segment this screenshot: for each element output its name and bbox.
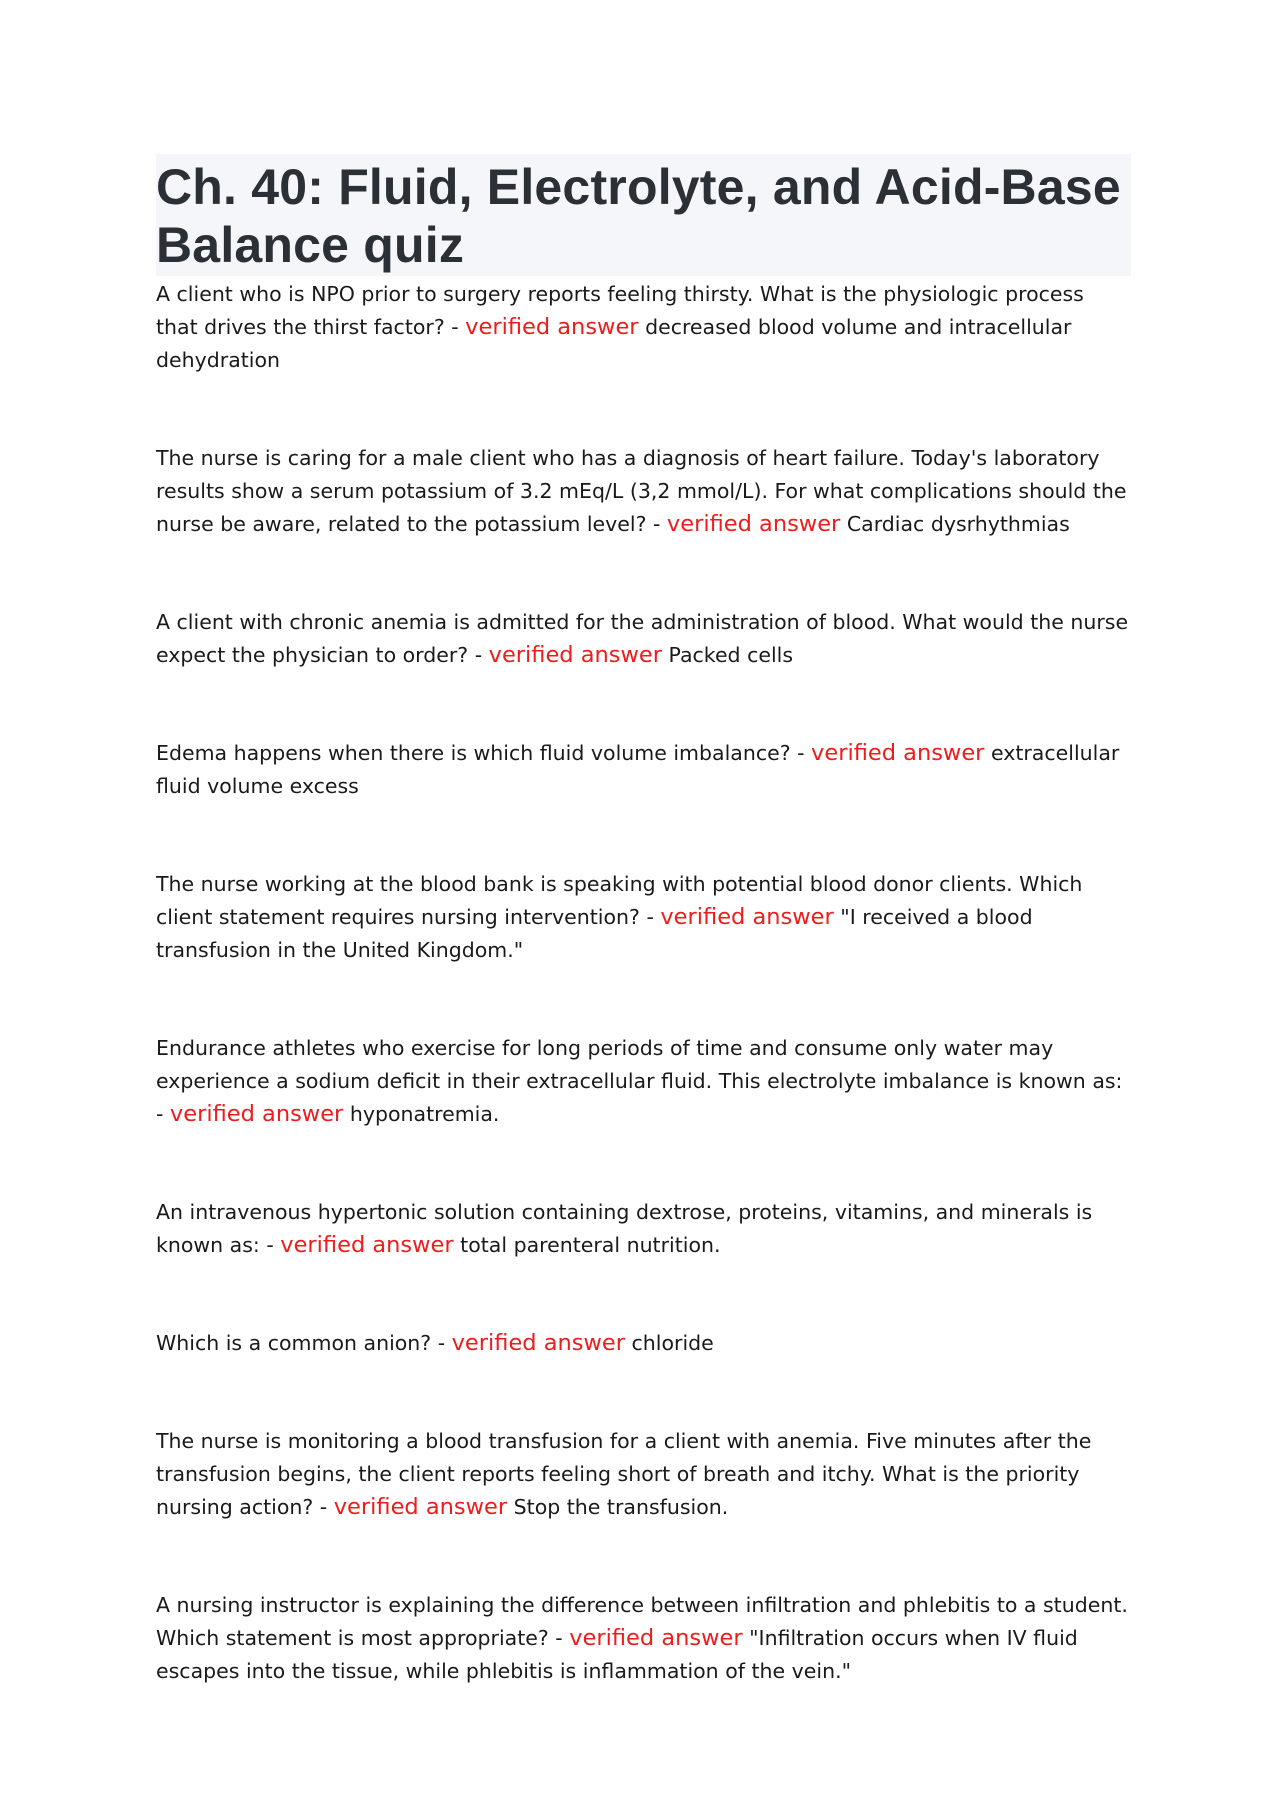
verified-answer-tag: verified answer bbox=[465, 314, 639, 340]
qa-item bbox=[156, 1589, 1131, 1688]
question-text: The nurse is caring for a male client who has a diagnosis of heart failure. Today's laboratory results show a serum potassium of 3.2 mEq/L (3,2 mmol/L). For what complications should the nurse be aware, related to the potassium level? - bbox=[156, 446, 1127, 536]
answer-text: Stop the transfusion. bbox=[507, 1495, 729, 1519]
qa-item bbox=[156, 1425, 1131, 1524]
question-text: Endurance athletes who exercise for long periods of time and consume only water may experience a sodium deficit in their extracellular fluid. This electrolyte imbalance is known as: - bbox=[156, 1036, 1123, 1126]
question-text: The nurse working at the blood bank is speaking with potential blood donor clients. Which client statement requires nursing intervention? - bbox=[156, 872, 1083, 929]
question-text: An intravenous hypertonic solution containing dextrose, proteins, vitamins, and minerals is known as: - bbox=[156, 1200, 1093, 1257]
answer-text: chloride bbox=[625, 1331, 714, 1355]
answer-text: hyponatremia. bbox=[343, 1102, 500, 1126]
verified-answer-tag: verified answer bbox=[488, 642, 663, 668]
answer-text: Cardiac dysrhythmias bbox=[840, 512, 1070, 536]
question-text: A nursing instructor is explaining the difference between infiltration and phlebitis to a student. Which statement is most appropriate? - bbox=[156, 1593, 1128, 1650]
qa-item bbox=[156, 278, 1131, 377]
answer-text: extracellular fluid volume excess bbox=[156, 741, 1120, 798]
verified-answer-tag: verified answer bbox=[333, 1494, 508, 1520]
question-text: A client with chronic anemia is admitted for the administration of blood. What would the nurse expect the physician to order? - bbox=[156, 610, 1129, 667]
qa-item bbox=[156, 1327, 1131, 1360]
answer-text: decreased blood volume and intracellular dehydration bbox=[156, 315, 1072, 372]
qa-item bbox=[156, 1032, 1131, 1131]
question-text: Which is a common anion? - bbox=[156, 1331, 452, 1355]
document-page bbox=[156, 154, 1131, 1753]
question-text: The nurse is monitoring a blood transfusion for a client with anemia. Five minutes after the transfusion begins, the client reports feeling short of breath and itchy. What is the priority nursing action? - bbox=[156, 1429, 1092, 1519]
qa-item bbox=[156, 1196, 1131, 1262]
answer-text: total parenteral nutrition. bbox=[453, 1233, 721, 1257]
document-title: Ch. 40: Fluid, Electrolyte, and Acid-Base Balance quiz bbox=[156, 159, 1121, 273]
verified-answer-tag: verified answer bbox=[666, 511, 841, 537]
qa-item bbox=[156, 737, 1131, 803]
question-text: A client who is NPO prior to surgery reports feeling thirsty. What is the physiologic process that drives the thirst factor? - bbox=[156, 282, 1084, 339]
answer-text: Packed cells bbox=[662, 643, 794, 667]
question-text: Edema happens when there is which fluid volume imbalance? - bbox=[156, 741, 812, 765]
verified-answer-tag: verified answer bbox=[811, 740, 985, 766]
verified-answer-tag: verified answer bbox=[451, 1330, 625, 1356]
qa-item bbox=[156, 442, 1131, 541]
verified-answer-tag: verified answer bbox=[280, 1232, 454, 1258]
answer-text: "Infiltration occurs when IV fluid escapes into the tissue, while phlebitis is inflammation of the vein." bbox=[156, 1626, 1078, 1683]
verified-answer-tag: verified answer bbox=[660, 904, 834, 930]
qa-item bbox=[156, 868, 1131, 967]
verified-answer-tag: verified answer bbox=[569, 1625, 743, 1651]
answer-text: "I received a blood transfusion in the United Kingdom." bbox=[156, 905, 1033, 962]
verified-answer-tag: verified answer bbox=[169, 1101, 344, 1127]
qa-item bbox=[156, 606, 1131, 672]
title-block bbox=[156, 154, 1131, 276]
